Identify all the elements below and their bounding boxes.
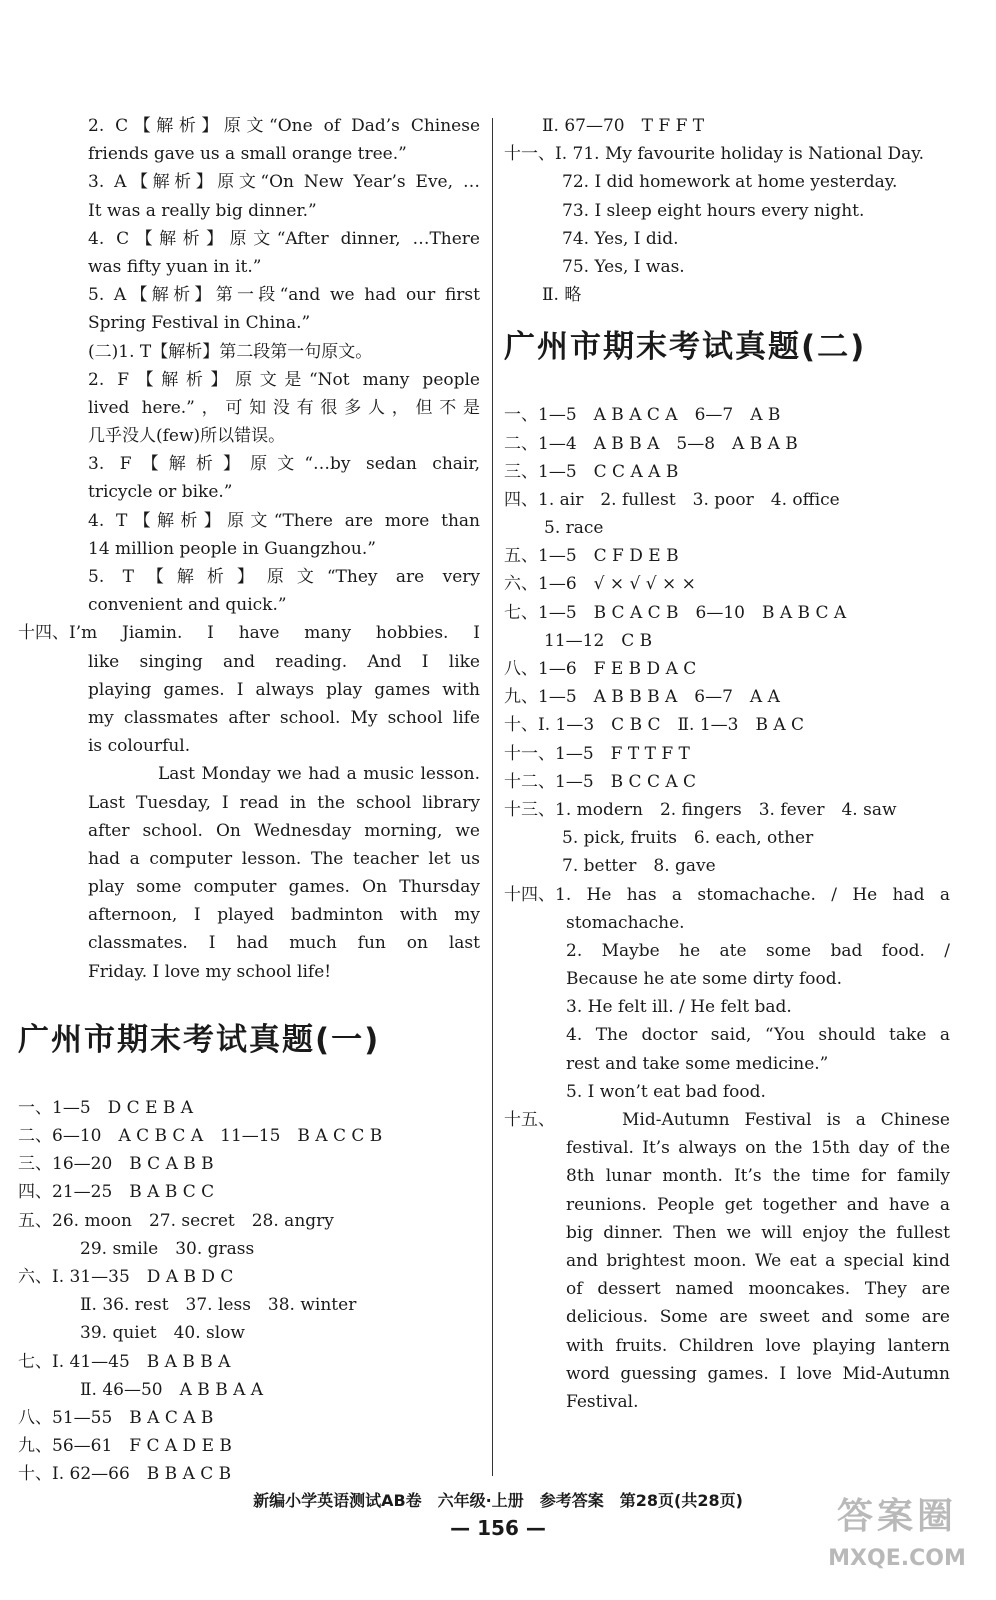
text-line — [504, 1303, 950, 1331]
line-text: Last Monday we had a music lesson. — [158, 764, 480, 785]
line-text: reunions. People get together and have a — [566, 1194, 950, 1215]
text-line — [504, 458, 950, 486]
text-line — [18, 789, 480, 817]
text-line — [504, 281, 950, 309]
text-line — [18, 873, 480, 901]
line-text: classmates. I had much fun on last — [88, 933, 480, 954]
line-text: 2. C【解析】原文“One of Dad’s Chinese — [88, 116, 480, 136]
text-line — [504, 112, 950, 140]
text-line — [504, 796, 950, 824]
line-text: 1—5 C C A A B — [538, 461, 679, 482]
line-text: 1. air 2. fullest 3. poor 4. office — [538, 489, 840, 510]
text-line — [18, 253, 480, 281]
text-line — [504, 1332, 950, 1360]
line-text: 5. race — [544, 518, 604, 539]
line-text: 5. T【解析】原文“They are very — [88, 567, 480, 587]
line-text: Ⅰ. 1—3 C B C Ⅱ. 1—3 B A C — [538, 715, 805, 736]
text-line — [18, 450, 480, 478]
line-text: Ⅰ. 71. My favourite holiday is National Day. — [555, 144, 925, 165]
line-text: I’m Jiamin. I have many hobbies. I — [69, 623, 480, 644]
question-number: 七、 — [18, 1351, 52, 1372]
line-text: rest and take some medicine.” — [566, 1053, 829, 1074]
watermark-text-bottom: MXQE.COM — [828, 1546, 966, 1571]
right-answer-list — [504, 401, 950, 1416]
question-number: 二、 — [18, 1126, 52, 1146]
text-line — [18, 168, 480, 196]
line-text: Mid-Autumn Festival is a Chinese — [622, 1110, 950, 1130]
line-text: 5. A【解析】第一段“and we had our first — [88, 285, 480, 306]
line-text: 5. I won’t eat bad food. — [566, 1081, 766, 1102]
text-line — [504, 768, 950, 796]
question-number: 二、 — [504, 433, 538, 454]
line-text: 几乎没人(few)所以错误。 — [88, 426, 286, 447]
line-text: word guessing games. I love Mid-Autumn — [566, 1363, 950, 1384]
line-text: 2. Maybe he ate some bad food. / — [566, 940, 950, 961]
text-line — [504, 993, 950, 1021]
question-number: 七、 — [504, 602, 538, 623]
text-line — [18, 1122, 480, 1150]
text-line — [18, 1348, 480, 1376]
text-line — [504, 542, 950, 570]
question-number: 十一、 — [504, 743, 555, 764]
line-text: Last Tuesday, I read in the school library — [88, 792, 480, 813]
text-line — [504, 655, 950, 683]
text-line — [18, 704, 480, 732]
line-text: 4. T【解析】原文“There are more than — [88, 510, 480, 531]
line-text: stomachache. — [566, 912, 685, 933]
line-text: 1—6 √ × √ √ × × — [538, 574, 696, 595]
text-line — [504, 1050, 950, 1078]
left-answer-list — [18, 1094, 480, 1489]
question-number: 十、 — [504, 715, 538, 736]
line-text: 1—5 F T T F T — [555, 743, 690, 764]
text-line — [18, 1235, 480, 1263]
text-line — [504, 514, 950, 542]
text-line — [504, 1360, 950, 1388]
line-text: big dinner. Then we will enjoy the fullest — [566, 1222, 950, 1243]
line-text: lived here.”，可知没有很多人，但不是 — [88, 397, 480, 418]
line-text: Spring Festival in China.” — [88, 313, 311, 334]
question-number: 九、 — [18, 1436, 52, 1457]
text-line — [18, 225, 480, 253]
text-line — [18, 619, 480, 647]
line-text: Festival. — [566, 1391, 639, 1412]
line-text: 3. A【解析】原文“On New Year’s Eve, … — [88, 172, 480, 193]
question-number: 十一、 — [504, 144, 555, 165]
text-line — [18, 817, 480, 845]
line-text: afternoon, I played badminton with my — [88, 905, 480, 926]
column-divider — [492, 118, 493, 1476]
line-text: 11—12 C B — [544, 630, 653, 651]
question-number: 八、 — [504, 659, 538, 679]
line-text: 1. He has a stomachache. / He had a — [555, 884, 950, 905]
text-line — [504, 1388, 950, 1416]
text-line — [18, 140, 480, 168]
question-number: 四、 — [504, 489, 538, 510]
line-text: 72. I did homework at home yesterday. — [562, 172, 898, 193]
line-text: Friday. I love my school life! — [88, 961, 332, 982]
text-line — [18, 1178, 480, 1206]
line-text: delicious. Some are sweet and some are — [566, 1307, 950, 1328]
line-text: It was a really big dinner.” — [88, 200, 317, 221]
text-line — [504, 225, 950, 253]
text-line — [504, 824, 950, 852]
text-line — [18, 1460, 480, 1488]
line-text: playing games. I always play games with — [88, 679, 480, 700]
question-number: 一、 — [18, 1097, 52, 1118]
line-text: 1—5 C F D E B — [538, 546, 679, 567]
question-number: 十五、 — [504, 1110, 555, 1130]
question-number: 十四、 — [18, 623, 69, 644]
line-text: Ⅱ. 略 — [542, 285, 582, 306]
question-number: 五、 — [504, 546, 538, 567]
text-line — [18, 676, 480, 704]
line-text: play some computer games. On Thursday — [88, 877, 480, 898]
text-line — [504, 937, 950, 965]
text-line — [18, 309, 480, 337]
text-line — [18, 648, 480, 676]
line-text: like singing and reading. And I like — [88, 651, 480, 672]
question-number: 十三、 — [504, 799, 555, 820]
line-text: 14 million people in Guangzhou.” — [88, 538, 376, 559]
line-text: 1—6 F E B D A C — [538, 659, 697, 679]
line-text: and brightest moon. We eat a special kind — [566, 1250, 950, 1271]
question-number: 八、 — [18, 1407, 52, 1428]
line-text: 29. smile 30. grass — [80, 1238, 255, 1259]
line-text: 75. Yes, I was. — [562, 256, 685, 277]
text-line — [504, 711, 950, 739]
text-line — [18, 732, 480, 760]
text-line — [504, 599, 950, 627]
text-line — [504, 1134, 950, 1162]
text-line — [18, 929, 480, 957]
question-number: 五、 — [18, 1210, 52, 1231]
watermark-logo — [812, 1490, 982, 1590]
question-number: 九、 — [504, 687, 538, 708]
text-line — [18, 338, 480, 366]
line-text: 1—5 B C C A C — [555, 771, 697, 792]
line-text: 1—5 A B A C A 6—7 A B — [538, 405, 781, 426]
line-text: Ⅱ. 46—50 A B B A A — [80, 1379, 264, 1400]
line-text: 39. quiet 40. slow — [80, 1323, 245, 1344]
text-line — [18, 112, 480, 140]
line-text: 1—5 B C A C B 6—10 B A B C A — [538, 602, 847, 623]
line-text: my classmates after school. My school life — [88, 707, 480, 728]
text-line — [18, 958, 480, 986]
line-text: 74. Yes, I did. — [562, 228, 679, 249]
text-line — [504, 1219, 950, 1247]
line-text: Ⅱ. 67—70 T F F T — [542, 116, 705, 136]
text-line — [18, 563, 480, 591]
line-text: 51—55 B A C A B — [52, 1407, 214, 1428]
text-line — [18, 1150, 480, 1178]
text-line — [18, 478, 480, 506]
page-footer: 新编小学英语测试AB卷 六年级·上册 参考答案 第28页(共28页) — [253, 1491, 743, 1510]
question-number: 十、 — [18, 1464, 52, 1485]
text-line — [18, 422, 480, 450]
text-line — [504, 401, 950, 429]
text-line — [18, 1319, 480, 1347]
text-line — [18, 535, 480, 563]
text-line — [504, 1106, 950, 1134]
text-line — [18, 1207, 480, 1235]
text-line — [504, 168, 950, 196]
line-text: 1. modern 2. fingers 3. fever 4. saw — [555, 799, 897, 820]
question-number: 一、 — [504, 405, 538, 426]
line-text: 1—5 A B B B A 6—7 A A — [538, 687, 780, 708]
text-line — [504, 881, 950, 909]
line-text: (二)1. T【解析】第二段第一句原文。 — [88, 341, 373, 362]
question-number: 六、 — [18, 1266, 52, 1287]
text-line — [504, 197, 950, 225]
question-number: 三、 — [504, 461, 538, 482]
line-text: 21—25 B A B C C — [52, 1182, 215, 1203]
text-line — [18, 1376, 480, 1404]
text-line — [504, 852, 950, 880]
page-number: — 156 — — [450, 1516, 546, 1540]
text-line — [504, 570, 950, 598]
text-line — [18, 591, 480, 619]
line-text: had a computer lesson. The teacher let us — [88, 848, 480, 869]
text-line — [18, 394, 480, 422]
line-text: Ⅰ. 41—45 B A B B A — [52, 1351, 231, 1372]
text-line — [18, 1404, 480, 1432]
line-text: friends gave us a small orange tree.” — [88, 144, 407, 165]
text-line — [504, 1162, 950, 1190]
question-number: 十四、 — [504, 884, 555, 905]
question-number: 十二、 — [504, 771, 555, 792]
line-text: 8th lunar month. It’s the time for family — [566, 1166, 950, 1187]
text-line — [18, 901, 480, 929]
line-text: of dessert named mooncakes. They are — [566, 1279, 950, 1300]
text-line — [18, 507, 480, 535]
text-line — [504, 1275, 950, 1303]
text-line — [18, 1432, 480, 1460]
line-text: 16—20 B C A B B — [52, 1154, 214, 1175]
line-text: 26. moon 27. secret 28. angry — [52, 1210, 334, 1231]
question-number: 三、 — [18, 1154, 52, 1175]
text-line — [504, 1021, 950, 1049]
text-line — [504, 1247, 950, 1275]
section-heading-1: 广州市期末考试真题(一) — [18, 1021, 381, 1058]
line-text: Ⅰ. 31—35 D A B D C — [52, 1266, 234, 1287]
line-text: 7. better 8. gave — [562, 856, 716, 877]
line-text: Ⅱ. 36. rest 37. less 38. winter — [80, 1295, 357, 1316]
text-line — [504, 140, 950, 168]
text-line — [18, 281, 480, 309]
line-text: 5. pick, fruits 6. each, other — [562, 828, 814, 849]
text-line — [504, 1078, 950, 1106]
line-text: 73. I sleep eight hours every night. — [562, 200, 865, 221]
watermark-text-top: 答案圈 — [836, 1496, 957, 1537]
line-text: 1—4 A B B A 5—8 A B A B — [538, 433, 798, 454]
question-number: 六、 — [504, 574, 538, 595]
left-explanations — [18, 112, 480, 986]
line-text: 4. The doctor said, “You should take a — [566, 1025, 950, 1046]
text-line — [18, 845, 480, 873]
line-text: 1—5 D C E B A — [52, 1097, 194, 1118]
line-text: convenient and quick.” — [88, 595, 287, 616]
line-text: 3. F【解析】原文“…by sedan chair, — [88, 454, 480, 475]
text-line — [504, 430, 950, 458]
line-text: is colourful. — [88, 736, 191, 757]
line-text: festival. It’s always on the 15th day of the — [566, 1138, 950, 1159]
text-line — [18, 197, 480, 225]
question-number: 四、 — [18, 1182, 52, 1203]
line-text: with fruits. Children love playing lantern — [566, 1335, 950, 1356]
line-text: Because he ate some dirty food. — [566, 969, 843, 990]
text-line — [504, 1191, 950, 1219]
text-line — [18, 760, 480, 788]
line-text: was fifty yuan in it.” — [88, 256, 262, 277]
text-line — [504, 253, 950, 281]
text-line — [18, 366, 480, 394]
line-text: tricycle or bike.” — [88, 482, 233, 503]
line-text: 56—61 F C A D E B — [52, 1436, 232, 1457]
text-line — [504, 486, 950, 514]
text-line — [18, 1094, 480, 1122]
text-line — [18, 1263, 480, 1291]
line-text: 4. C【解析】原文“After dinner, …There — [88, 228, 480, 249]
line-text: 3. He felt ill. / He felt bad. — [566, 997, 792, 1018]
text-line — [504, 909, 950, 937]
text-line — [504, 740, 950, 768]
right-answer-list-top — [504, 112, 950, 309]
line-text: after school. On Wednesday morning, we — [88, 820, 480, 841]
text-line — [504, 627, 950, 655]
text-line — [504, 683, 950, 711]
text-line — [18, 1291, 480, 1319]
line-text: 2. F【解析】原文是“Not many people — [88, 369, 480, 390]
text-line — [504, 965, 950, 993]
line-text: 6—10 A C B C A 11—15 B A C C B — [52, 1126, 383, 1146]
left-column — [18, 112, 480, 1488]
section-heading-2: 广州市期末考试真题(二) — [504, 329, 867, 366]
right-column — [504, 112, 950, 1416]
line-text: Ⅰ. 62—66 B B A C B — [52, 1464, 232, 1485]
